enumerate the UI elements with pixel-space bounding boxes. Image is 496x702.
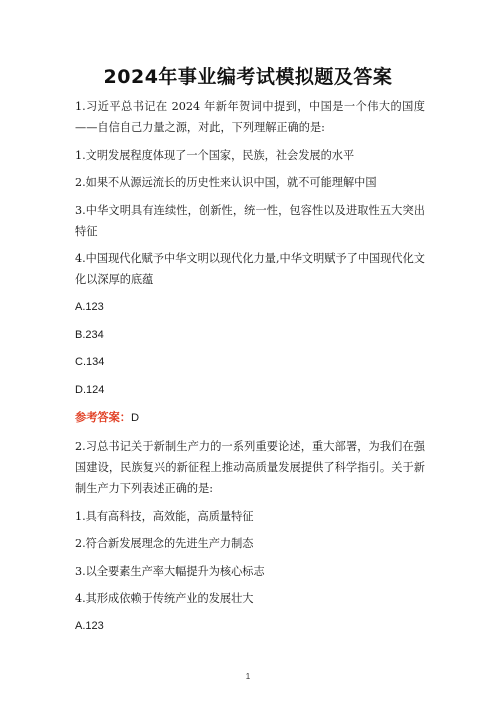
question-1-answer [75, 407, 425, 429]
document-body [75, 96, 425, 644]
question-1-option-a: A.123 [75, 300, 104, 313]
answer-label: 参考答案： [75, 411, 131, 425]
question-2-stem: 2.习总书记关于新制生产力的一系列重要论述，重大部署，为我们在强国建设，民族复兴的新征程上推动高质量发展提供了科学指引。关于新制生产力下列表述正确的是: [75, 439, 425, 495]
question-1-option-d: D.124 [75, 383, 105, 396]
question-1-statement-2: 2.如果不从源远流长的历史性来认识中国，就不可能理解中国 [75, 176, 377, 190]
document-title: 2024年事业编考试模拟题及答案 [103, 66, 393, 88]
question-1-option-b: B.234 [75, 328, 104, 341]
question-2-statement-2: 2.符合新发展理念的先进生产力制态 [75, 537, 254, 551]
question-1-option-c: C.134 [75, 356, 105, 369]
question-2-statement-1: 1.具有高科技，高效能，高质量特征 [75, 509, 254, 523]
question-1-statement-4: 4.中国现代化赋予中华文明以现代化力量,中华文明赋予了中国现代化文化以深厚的底蕴 [75, 252, 425, 287]
question-2-statement-3: 3.以全要素生产率大幅提升为核心标志 [75, 564, 265, 578]
question-1-statement-1: 1.文明发展程度体现了一个国家，民族，社会发展的水平 [75, 148, 355, 162]
question-2-option-a: A.123 [75, 619, 104, 632]
answer-value: D [130, 412, 140, 425]
page-number: 1 [245, 672, 251, 681]
question-1-statement-3: 3.中华文明具有连续性，创新性，统一性，包容性以及进取性五大突出特征 [75, 203, 425, 238]
question-2-statement-4: 4.其形成依赖于传统产业的发展壮大 [75, 592, 254, 606]
question-1-stem: 1.习近平总书记在 2024 年新年贺词中提到，中国是一个伟大的国度——自信自己力量之源，对此，下列理解正确的是: [75, 100, 425, 134]
